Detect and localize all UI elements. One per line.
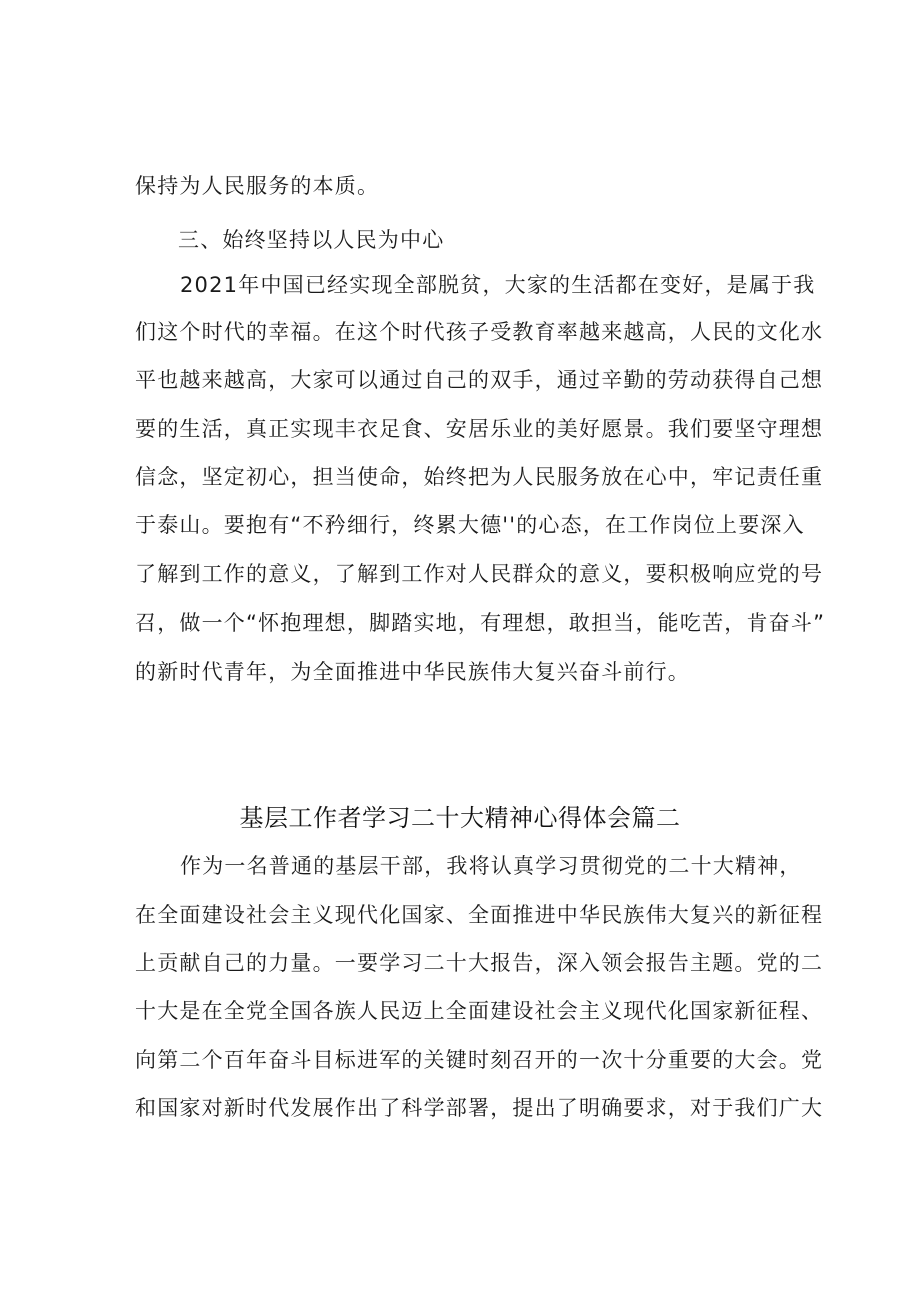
paragraph-tail-line: 保持为人民服务的本质。 bbox=[135, 174, 380, 198]
body-line: 信念，坚定初心，担当使命，始终把为人民服务放在心中，牢记责任重 bbox=[135, 465, 824, 489]
body-line: 在全面建设社会主义现代化国家、全面推进中华民族伟大复兴的新征程 bbox=[135, 903, 824, 927]
section-heading: 三、始终坚持以人民为中心 bbox=[178, 228, 445, 252]
body-line: 于泰山。要抱有“不矜细行，终累大德''的心态，在工作岗位上要深入 bbox=[135, 513, 805, 537]
body-line: 向第二个百年奋斗目标进军的关键时刻召开的一次十分重要的大会。党 bbox=[135, 1048, 824, 1072]
body-line: 的新时代青年，为全面推进中华民族伟大复兴奋斗前行。 bbox=[135, 660, 690, 684]
article-title: 基层工作者学习二十大精神心得体会篇二 bbox=[239, 804, 681, 832]
body-line: 上贡献自己的力量。一要学习二十大报告，深入领会报告主题。党的二 bbox=[135, 951, 824, 975]
body-line: 召，做一个“怀抱理想，脚踏实地，有理想，敢担当，能吃苦，肯奋斗” bbox=[135, 611, 826, 635]
body-line: 作为一名普通的基层干部，我将认真学习贯彻党的二十大精神， bbox=[180, 854, 802, 878]
body-line: 和国家对新时代发展作出了科学部署，提出了明确要求，对于我们广大 bbox=[135, 1096, 824, 1120]
body-line: 平也越来越高，大家可以通过自己的双手，通过辛勤的劳动获得自己想 bbox=[135, 368, 824, 392]
body-line: 要的生活，真正实现丰衣足食、安居乐业的美好愿景。我们要坚守理想 bbox=[135, 417, 824, 441]
body-line: 2021年中国已经实现全部脱贫，大家的生活都在变好，是属于我 bbox=[180, 273, 816, 297]
body-line: 们这个时代的幸福。在这个时代孩子受教育率越来越高，人民的文化水 bbox=[135, 320, 824, 344]
body-line: 十大是在全党全国各族人民迈上全面建设社会主义现代化国家新征程、 bbox=[135, 999, 824, 1023]
body-line: 了解到工作的意义，了解到工作对人民群众的意义，要积极响应党的号 bbox=[135, 562, 824, 586]
